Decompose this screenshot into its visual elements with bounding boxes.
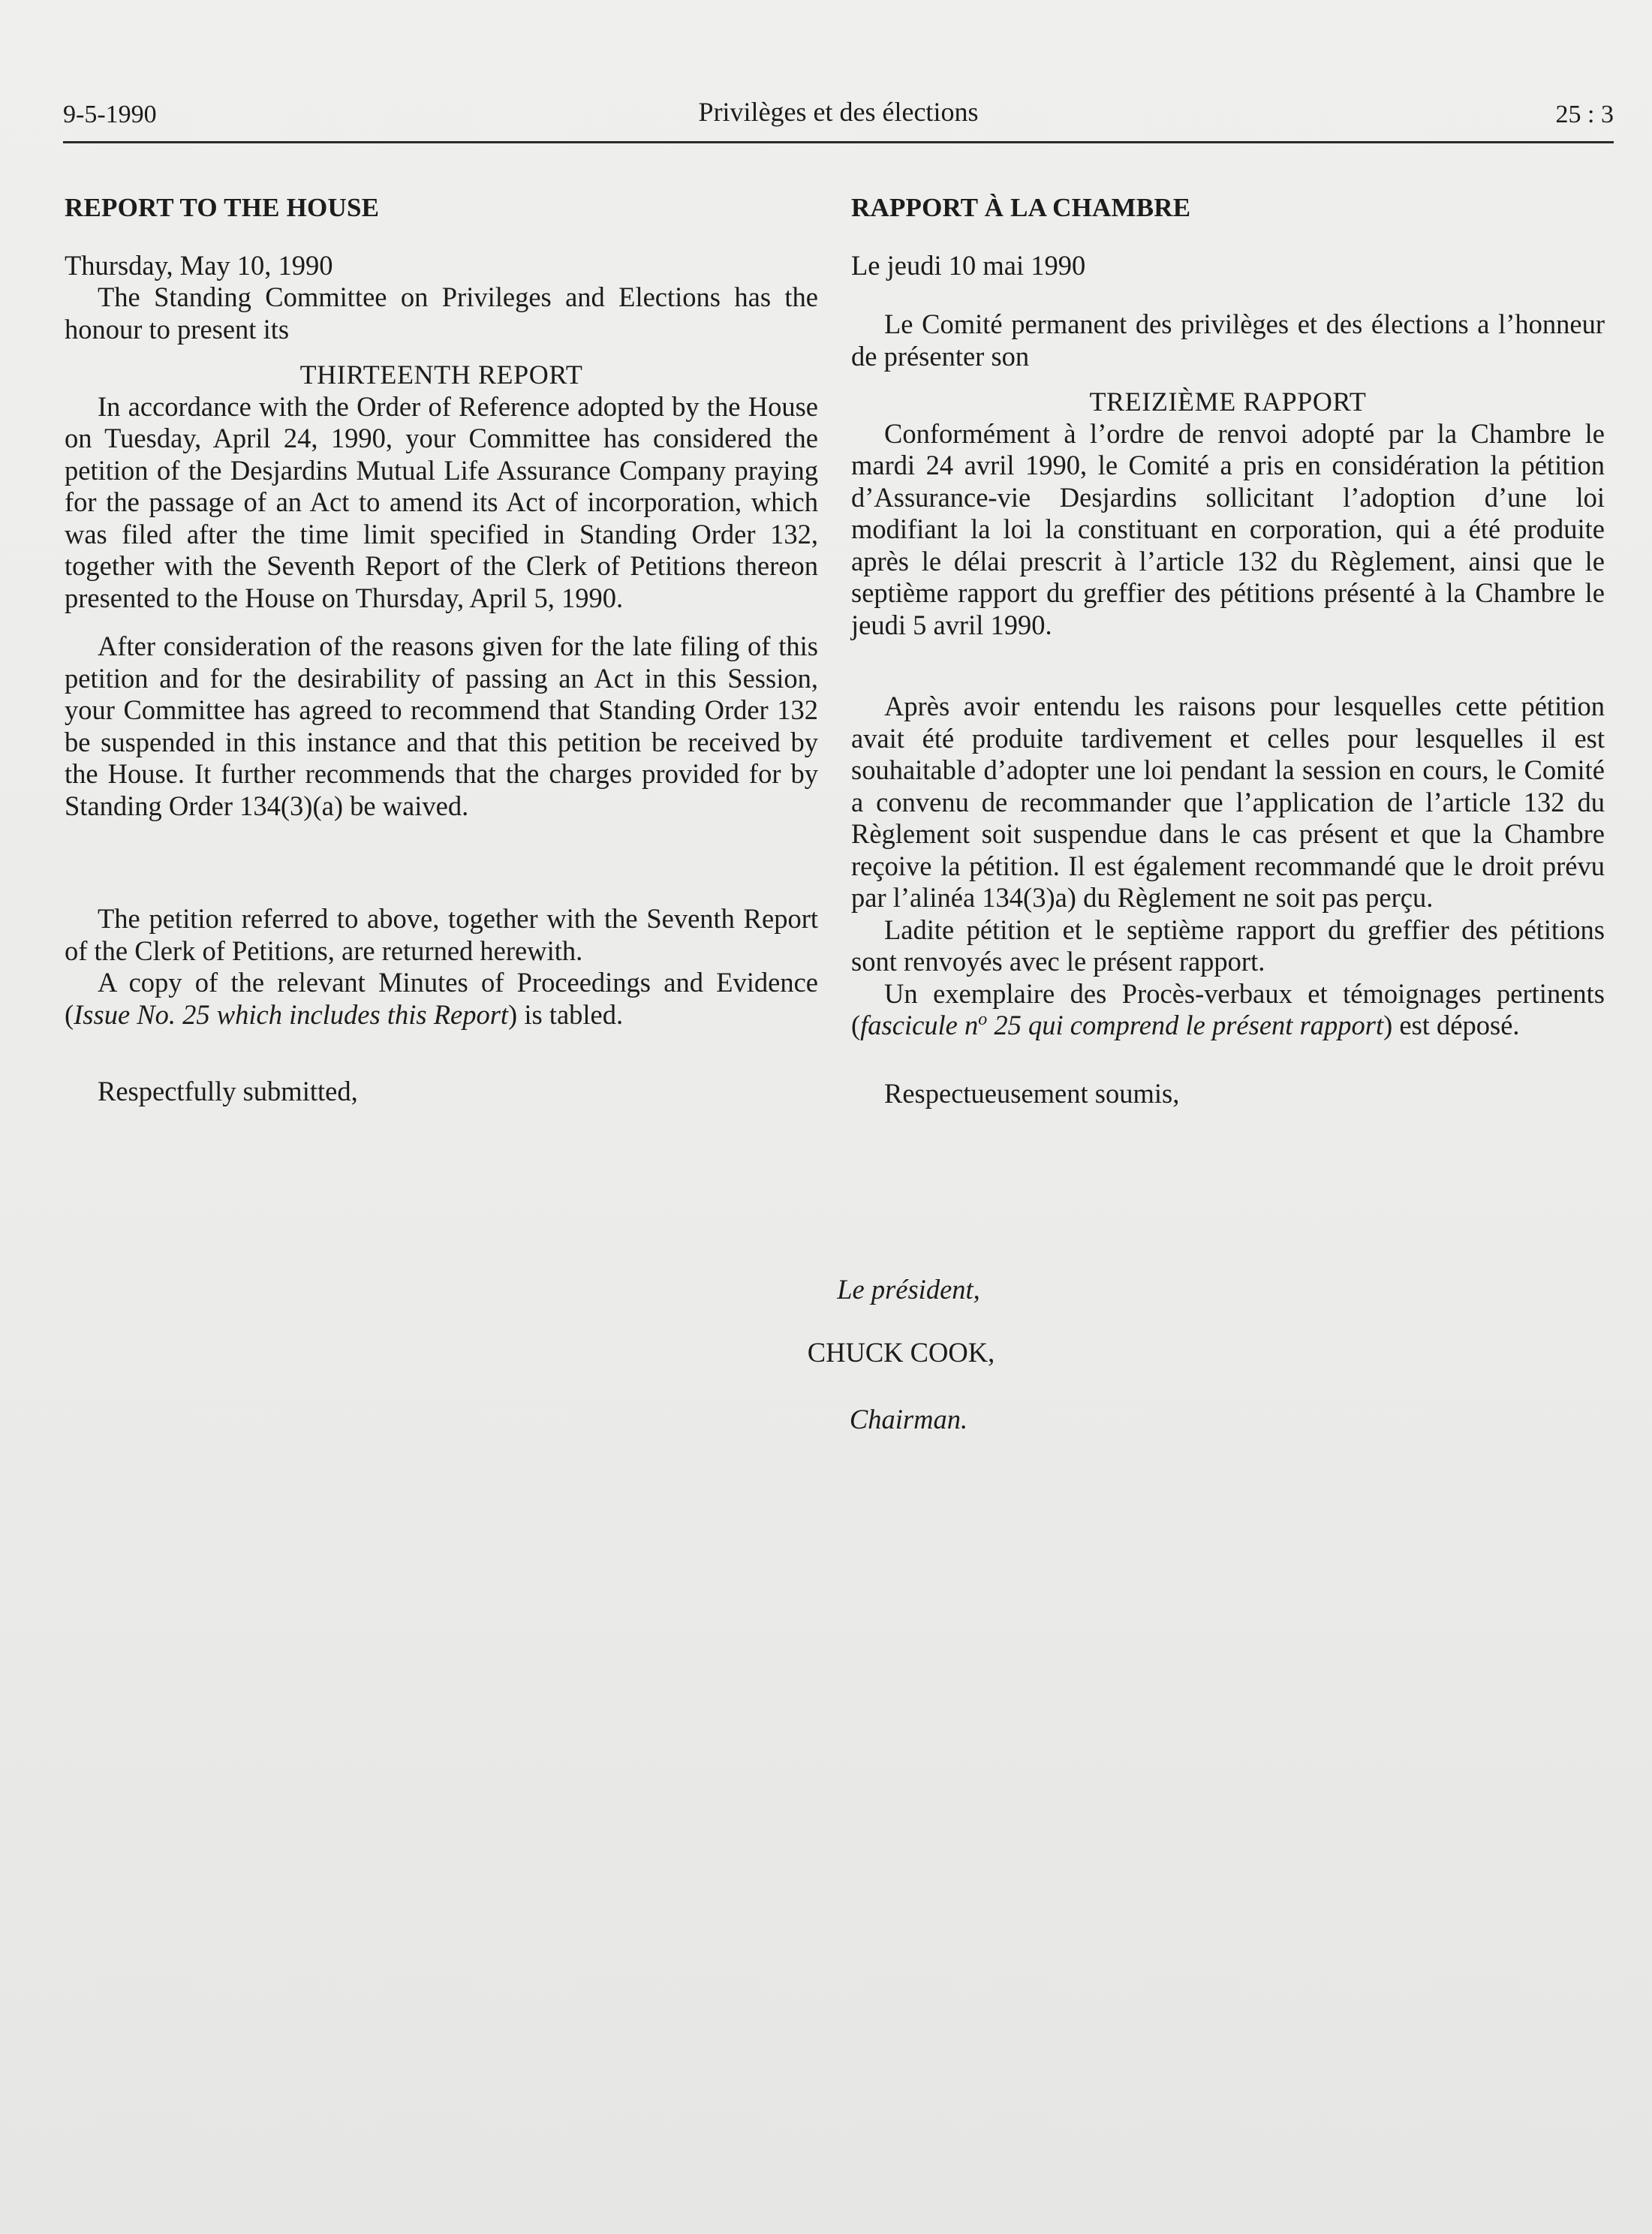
french-intro: Le Comité permanent des privilèges et des élections a l’honneur de présenter son bbox=[851, 309, 1605, 372]
english-report-title: THIRTEENTH REPORT bbox=[299, 360, 583, 390]
french-paragraph-1: Conformément à l’ordre de renvoi adopté par la Chambre le mardi 24 avril 1990, le Comité a pris en considération la pétition d’Assurance-vie Desjardins sollicitant l’adoption d’une loi modifiant la loi la constituant en corporation, qui a été produite après le délai prescrit à l’article 132 du Règlement, ainsi que le septième rapport du greffier des pétitions présenté à la Chambre le jeudi 5 avril 1990. bbox=[851, 417, 1605, 640]
english-heading: REPORT TO THE HOUSE bbox=[65, 193, 380, 222]
signature-name: CHUCK COOK, bbox=[807, 1337, 995, 1368]
english-paragraph-2: After consideration of the reasons given for the late filing of this petition and for the desirability of passing an Act in this Session, your Committee has agreed to recommend that Standing Order 132 be suspended in this instance and that this petition be received by the House. It further recommends that the charges provided for by Standing Order 134(3)(a) be waived. bbox=[65, 631, 818, 821]
french-paragraph-4-tail: ) est déposé. bbox=[1383, 1010, 1520, 1040]
french-paragraph-4-italic-b: 25 qui comprend le présent rapport bbox=[987, 1010, 1384, 1040]
french-paragraph-4-lead: Un exemplaire des Procès-verbaux et témoignages pertinents ( bbox=[851, 977, 1605, 1040]
french-heading: RAPPORT À LA CHAMBRE bbox=[851, 193, 1191, 222]
english-intro: The Standing Committee on Privileges and Elections has the honour to present its bbox=[65, 282, 818, 345]
french-paragraph-4 bbox=[851, 978, 1605, 1042]
running-head-title: Privilèges et des élections bbox=[698, 97, 979, 127]
french-paragraph-2: Après avoir entendu les raisons pour lesquelles cette pétition avait été produite tardivement et celles pour lesquelles il est souhaitable d’adopter une loi pendant la session en cours, le Comité a convenu de recommander que l’application de l’article 132 du Règlement soit suspendue dans le cas présent et que la Chambre reçoive la pétition. Il est également recommandé que le droit prévu par l’alinéa 134(3)a) du Règlement ne soit pas perçu. bbox=[851, 691, 1605, 913]
french-report-title: TREIZIÈME RAPPORT bbox=[1089, 387, 1367, 417]
english-paragraph-4-italic: Issue No. 25 which includes this Report bbox=[74, 998, 509, 1030]
running-head-date: 9-5-1990 bbox=[63, 101, 157, 128]
signature-title-en: Chairman. bbox=[849, 1404, 968, 1435]
english-date: Thursday, May 10, 1990 bbox=[65, 249, 333, 281]
french-date: Le jeudi 10 mai 1990 bbox=[851, 249, 1086, 281]
running-head-page-number: 25 : 3 bbox=[1555, 101, 1614, 128]
french-paragraph-4-italic-a: fascicule n bbox=[860, 1010, 979, 1040]
english-closing: Respectfully submitted, bbox=[98, 1076, 358, 1106]
french-paragraph-4-superscript: o bbox=[978, 1009, 988, 1029]
running-head bbox=[63, 96, 1614, 143]
french-paragraph-3: Ladite pétition et le septième rapport du greffier des pétitions sont renvoyés avec le présent rapport. bbox=[851, 914, 1605, 977]
english-paragraph-4 bbox=[65, 967, 818, 1031]
french-column bbox=[851, 188, 1605, 1109]
french-closing: Respectueusement soumis, bbox=[884, 1077, 1180, 1109]
signature-title-fr: Le président, bbox=[837, 1274, 980, 1305]
english-paragraph-4-lead: A copy of the relevant Minutes of Proceedings and Evidence ( bbox=[65, 967, 818, 1030]
english-paragraph-3: The petition referred to above, together with the Seventh Report of the Clerk of Petitions, are returned herewith. bbox=[65, 903, 818, 966]
english-column bbox=[65, 188, 818, 1108]
english-paragraph-1: In accordance with the Order of Reference adopted by the House on Tuesday, April 24, 1990, your Committee has considered the petition of the Desjardins Mutual Life Assurance Company praying for the passage of an Act to amend its Act of incorporation, which was filed after the time limit specified in Standing Order 132, together with the Seventh Report of the Clerk of Petitions thereon presented to the House on Thursday, April 5, 1990. bbox=[65, 390, 818, 613]
english-paragraph-4-tail: ) is tabled. bbox=[508, 998, 624, 1030]
